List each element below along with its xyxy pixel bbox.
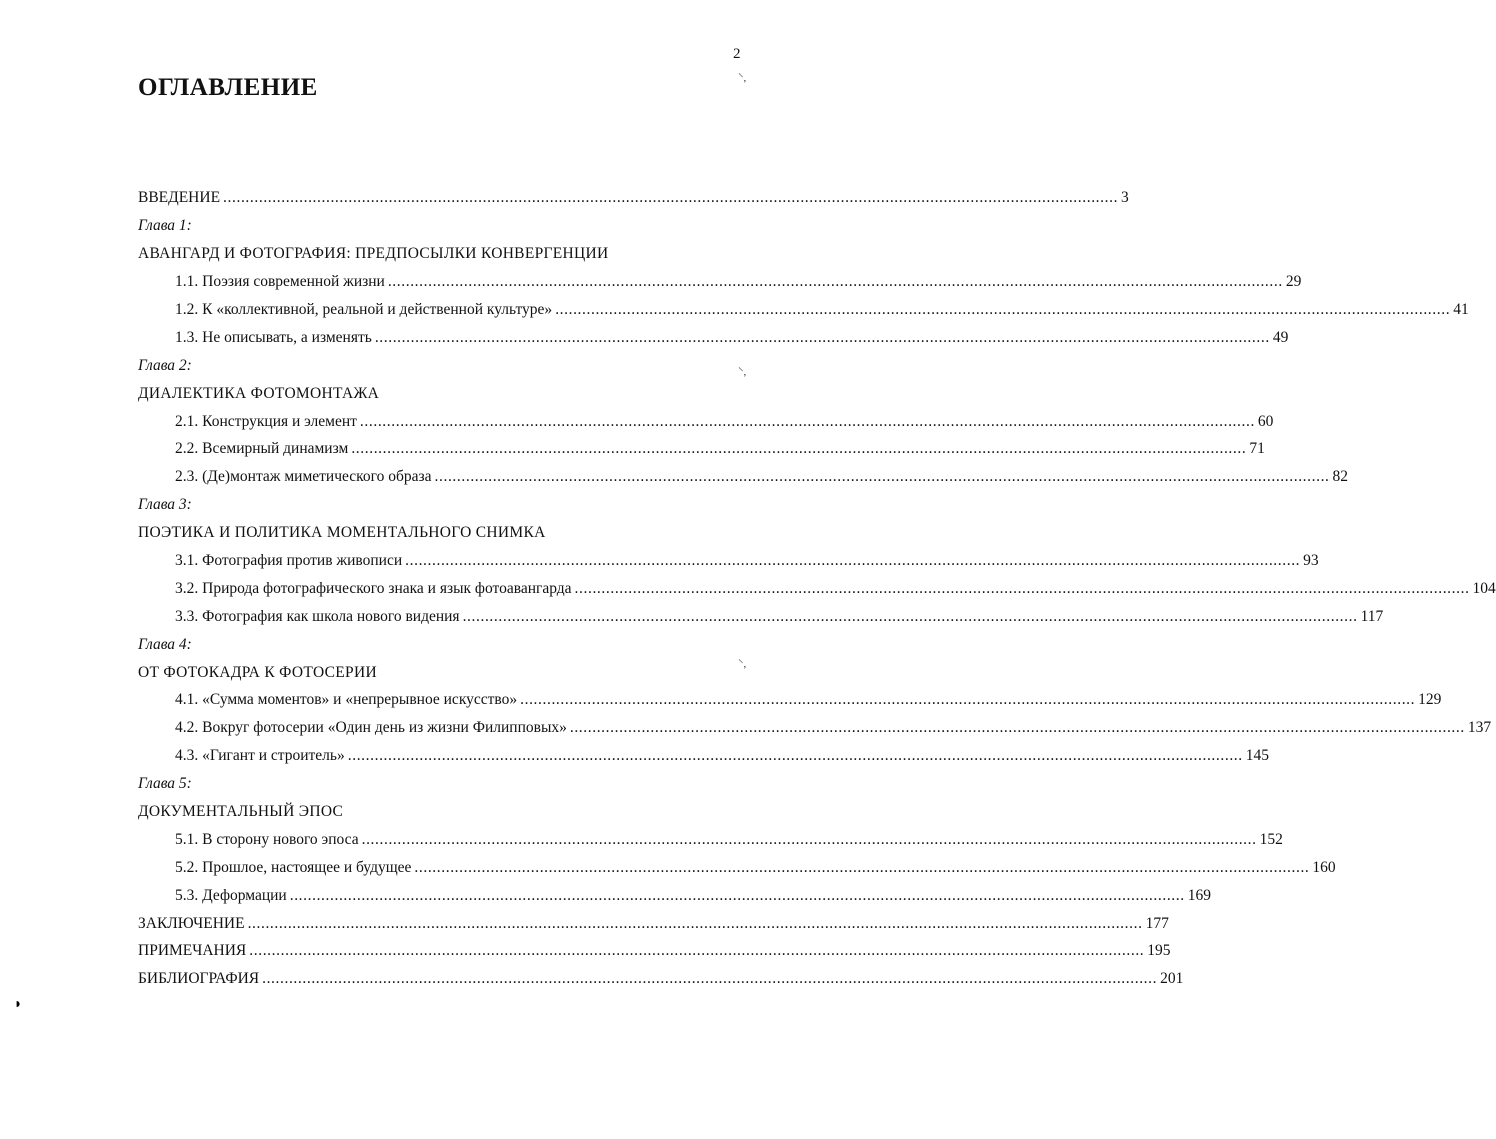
toc-entry-label: ЗАКЛЮЧЕНИЕ: [138, 914, 245, 932]
toc-entry-page: 93: [1303, 551, 1319, 569]
toc-entry-section[interactable]: [138, 819, 1283, 848]
chapter-label: Глава 5:: [138, 775, 192, 793]
toc-entry-page: 117: [1360, 607, 1384, 625]
toc-entry-label: 5.1. В сторону нового эпоса: [175, 830, 359, 848]
toc-entry-label: 2.2. Всемирный динамизм: [175, 440, 349, 458]
toc-entry-label: 4.1. «Сумма моментов» и «непрерывное искусство»: [175, 691, 518, 709]
dot-leader: ........................................................................................................................................................................................................: [387, 273, 1283, 291]
dot-leader: ........................................................................................................................................................................................................: [374, 328, 1270, 346]
dot-leader: ........................................................................................................................................................................................................: [247, 914, 1143, 932]
toc-entry-page: 169: [1187, 886, 1211, 904]
dot-leader: ........................................................................................................................................................................................................: [405, 551, 1301, 569]
toc-entry-label: 1.3. Не описывать, а изменять: [175, 328, 372, 346]
scan-mark: ⸌,: [738, 658, 747, 670]
dot-leader: ........................................................................................................................................................................................................: [359, 412, 1255, 430]
toc-entry-page: 160: [1312, 858, 1336, 876]
toc-entry-page: 195: [1147, 942, 1171, 960]
toc-entry-section[interactable]: [138, 262, 1302, 291]
scan-mark: ⸌,: [738, 72, 747, 84]
toc-entry-page: 201: [1160, 970, 1184, 988]
toc-entry-notes[interactable]: [138, 931, 1171, 960]
toc-entry-page: 137: [1467, 719, 1492, 737]
toc-entry-label: 2.1. Конструкция и элемент: [175, 412, 357, 430]
toc-entry-page: 49: [1272, 328, 1289, 346]
toc-entry-section[interactable]: [138, 596, 1384, 625]
toc-entry-page: 177: [1145, 914, 1169, 932]
toc-entry-page: 82: [1332, 468, 1349, 486]
toc-entry-label: 3.3. Фотография как школа нового видения: [175, 607, 460, 625]
toc-entry-section[interactable]: [138, 875, 1211, 904]
dot-leader: ........................................................................................................................................................................................................: [249, 942, 1145, 960]
dot-leader: ........................................................................................................................................................................................................: [434, 468, 1330, 486]
toc-entry-label: 2.3. (Де)монтаж миметического образа: [175, 468, 432, 486]
chapter-label: Глава 1:: [138, 217, 192, 235]
toc-entry-section[interactable]: [138, 429, 1265, 458]
dot-leader: ........................................................................................................................................................................................................: [555, 300, 1451, 318]
scan-mark: ⸌,: [738, 366, 747, 378]
toc-entry-page: 60: [1257, 412, 1274, 430]
toc-entry-label: ВВЕДЕНИЕ: [138, 189, 221, 207]
toc-entry-section[interactable]: [138, 317, 1289, 346]
margin-bullet-icon: ◗: [14, 997, 23, 1012]
toc-entry-label: 5.3. Деформации: [175, 886, 287, 904]
toc-entry-page: 71: [1249, 440, 1265, 458]
toc-entry-page: 152: [1259, 830, 1283, 848]
toc-entry-label: 1.1. Поэзия современной жизни: [175, 273, 385, 291]
chapter-label: Глава 4:: [138, 635, 192, 653]
chapter-title: ПОЭТИКА И ПОЛИТИКА МОМЕНТАЛЬНОГО СНИМКА: [138, 524, 546, 542]
dot-leader: ........................................................................................................................................................................................................: [414, 858, 1310, 876]
toc-entry-section[interactable]: [138, 847, 1336, 876]
dot-leader: ........................................................................................................................................................................................................: [347, 747, 1243, 765]
toc-entry-section[interactable]: [138, 401, 1274, 430]
toc-entry-label: 3.2. Природа фотографического знака и язык фотоавангарда: [175, 579, 572, 597]
toc-entry-label: БИБЛИОГРАФИЯ: [138, 970, 260, 988]
toc-entry-page: 104: [1472, 579, 1496, 597]
dot-leader: ........................................................................................................................................................................................................: [289, 886, 1185, 904]
chapter-title: АВАНГАРД И ФОТОГРАФИЯ: ПРЕДПОСЫЛКИ КОНВЕРГЕНЦИИ: [138, 245, 609, 263]
toc-entry-label: 4.2. Вокруг фотосерии «Один день из жизни Филипповых»: [175, 719, 567, 737]
toc-entry-page: 29: [1285, 273, 1302, 291]
toc-entry-section[interactable]: [138, 708, 1492, 737]
dot-leader: ........................................................................................................................................................................................................: [262, 970, 1158, 988]
chapter-label: Глава 3:: [138, 496, 192, 514]
page-number: 2: [733, 46, 741, 62]
toc-entry-section[interactable]: [138, 290, 1469, 318]
toc-entry-label: 4.3. «Гигант и строитель»: [175, 747, 345, 765]
toc-entry-introduction[interactable]: [138, 178, 1129, 207]
toc-entry-conclusion[interactable]: [138, 903, 1169, 932]
chapter-label: Глава 2:: [138, 356, 192, 374]
chapter-title: ДИАЛЕКТИКА ФОТОМОНТАЖА: [138, 384, 380, 402]
dot-leader: ........................................................................................................................................................................................................: [574, 579, 1470, 597]
toc-entry-label: 1.2. К «коллективной, реальной и действенной культуре»: [175, 300, 553, 318]
dot-leader: ........................................................................................................................................................................................................: [569, 719, 1465, 737]
toc-entry-page: 41: [1453, 300, 1469, 318]
toc-entry-label: 3.1. Фотография против живописи: [175, 551, 403, 569]
dot-leader: ........................................................................................................................................................................................................: [520, 691, 1416, 709]
dot-leader: ........................................................................................................................................................................................................: [361, 830, 1257, 848]
toc-entry-page: 145: [1245, 747, 1269, 765]
toc-entry-page: 129: [1418, 691, 1442, 709]
dot-leader: ........................................................................................................................................................................................................: [223, 189, 1119, 207]
toc-entry-section[interactable]: [138, 457, 1349, 486]
table-of-contents: [138, 178, 1496, 988]
toc-entry-section[interactable]: [138, 680, 1442, 709]
chapter-title: ОТ ФОТОКАДРА К ФОТОСЕРИИ: [138, 663, 377, 681]
toc-entry-label: ПРИМЕЧАНИЯ: [138, 942, 247, 960]
chapter-title: ДОКУМЕНТАЛЬНЫЙ ЭПОС: [138, 802, 344, 820]
dot-leader: ........................................................................................................................................................................................................: [462, 607, 1358, 625]
dot-leader: ........................................................................................................................................................................................................: [351, 440, 1247, 458]
toc-entry-section[interactable]: [138, 736, 1269, 765]
toc-entry-section[interactable]: [138, 568, 1496, 597]
toc-entry-bibliography[interactable]: [138, 959, 1184, 988]
toc-entry-page: 3: [1121, 189, 1129, 207]
page-title: ОГЛАВЛЕНИЕ: [138, 74, 318, 101]
toc-entry-section[interactable]: [138, 541, 1319, 569]
toc-entry-label: 5.2. Прошлое, настоящее и будущее: [175, 858, 412, 876]
